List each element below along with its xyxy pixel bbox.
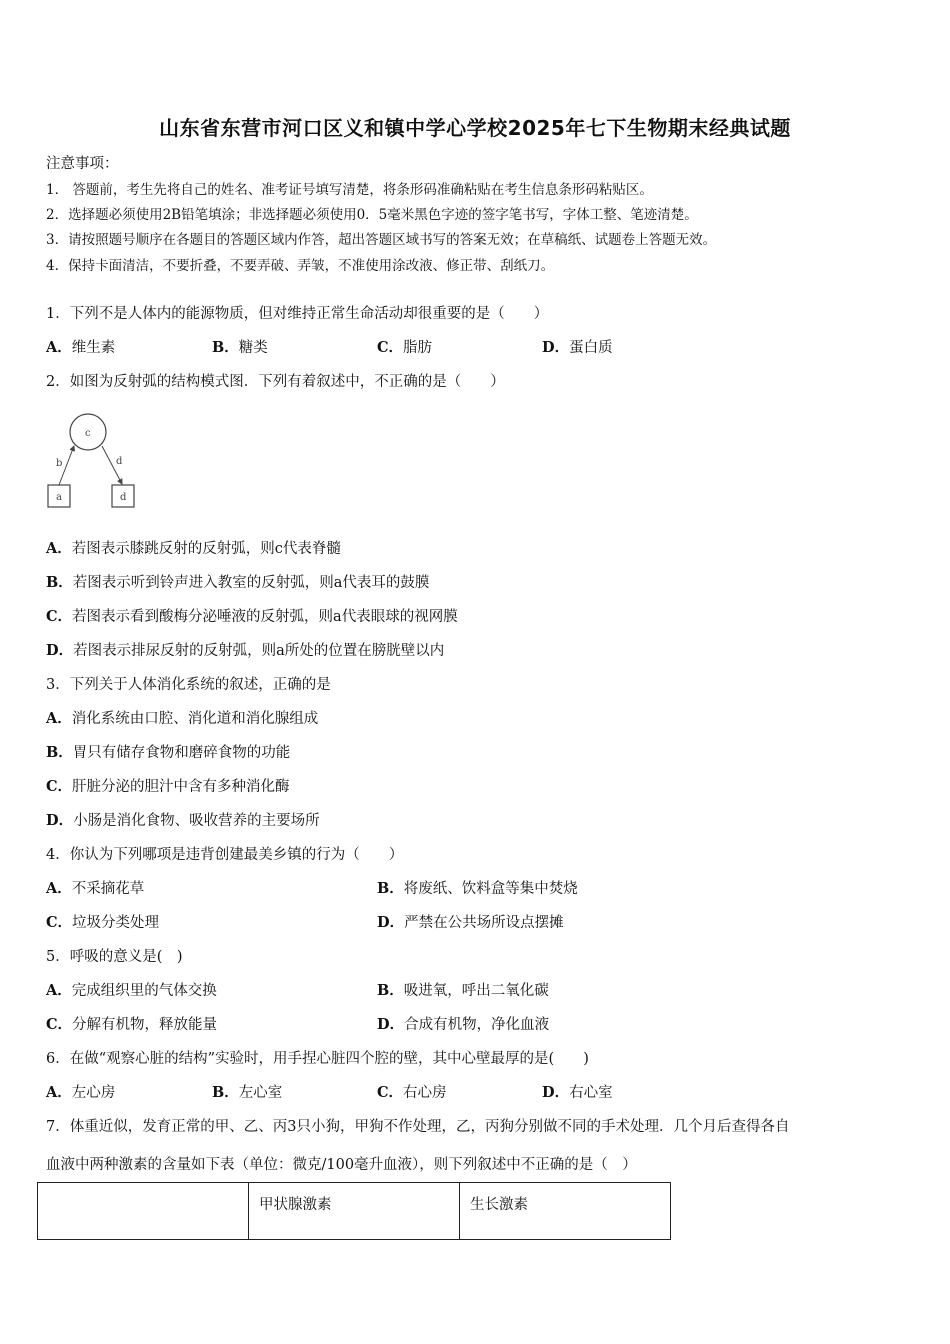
table-header-growth: 生长激素 — [460, 1183, 671, 1240]
q1-option-d: D．蛋白质 — [542, 339, 613, 356]
question-7-stem-line2: 血液中两种激素的含量如下表（单位：微克/100毫升血液），则下列叙述中不正确的是（ ） — [46, 1157, 637, 1173]
question-5-stem: 5．呼吸的意义是( ) — [46, 949, 183, 965]
q6-option-b: B．左心室 — [212, 1084, 283, 1101]
q2-option-d: D．若图表示排尿反射的反射弧，则a所处的位置在膀胱壁以内 — [46, 642, 445, 659]
question-4-stem: 4．你认为下列哪项是违背创建最美乡镇的行为（ ） — [46, 847, 404, 863]
table-header-cell-empty — [38, 1183, 249, 1240]
q4-option-b: B．将废纸、饮料盒等集中焚烧 — [377, 880, 578, 897]
label-d-arrow: d — [116, 456, 123, 467]
notes-heading: 注意事项： — [46, 156, 119, 172]
q4-option-c: C．垃圾分类处理 — [46, 914, 160, 931]
q1-option-b: B．糖类 — [212, 339, 268, 356]
label-a: a — [56, 492, 62, 503]
q5-option-c: C．分解有机物，释放能量 — [46, 1016, 218, 1033]
question-2-stem: 2．如图为反射弧的结构模式图．下列有着叙述中，不正确的是（ ） — [46, 374, 505, 390]
question-3-stem: 3．下列关于人体消化系统的叙述，正确的是 — [46, 677, 331, 693]
q2-option-b: B．若图表示听到铃声进入教室的反射弧，则a代表耳的鼓膜 — [46, 574, 430, 591]
note-item-1: 1． 答题前，考生先将自己的姓名、准考证号填写清楚，将条形码准确粘贴在考生信息条形码粘贴区。 — [46, 182, 653, 198]
q6-option-d: D．右心室 — [542, 1084, 613, 1101]
note-item-4: 4．保持卡面清洁，不要折叠，不要弄破、弄皱，不准使用涂改液、修正带、刮纸刀。 — [46, 258, 555, 274]
q3-option-a: A．消化系统由口腔、消化道和消化腺组成 — [46, 710, 319, 727]
table-header-row — [38, 1183, 671, 1240]
hormone-table — [37, 1182, 671, 1240]
q6-option-c: C．右心房 — [377, 1084, 447, 1101]
question-1-stem: 1．下列不是人体内的能源物质，但对维持正常生命活动却很重要的是（ ） — [46, 306, 549, 322]
q1-option-c: C．脂肪 — [377, 339, 433, 356]
table-header-thyroid: 甲状腺激素 — [249, 1183, 460, 1240]
label-b: b — [56, 458, 63, 469]
q2-option-c: C．若图表示看到酸梅分泌唾液的反射弧，则a代表眼球的视网膜 — [46, 608, 458, 625]
q2-option-a: A．若图表示膝跳反射的反射弧，则c代表脊髓 — [46, 540, 341, 557]
page-title: 山东省东营市河口区义和镇中学心学校2025年七下生物期末经典试题 — [159, 116, 791, 140]
q3-option-c: C．肝脏分泌的胆汁中含有多种消化酶 — [46, 778, 290, 795]
q4-option-d: D．严禁在公共场所设点摆摊 — [377, 914, 564, 931]
question-7-stem-line1: 7．体重近似，发育正常的甲、乙、丙3只小狗，甲狗不作处理，乙，丙狗分别做不同的手术处理．几个月后查得各自 — [46, 1119, 790, 1135]
note-item-2: 2．选择题必须使用2B铅笔填涂；非选择题必须使用0．5毫米黑色字迹的签字笔书写，字体工整、笔迹清楚。 — [46, 207, 698, 223]
q5-option-b: B．吸进氧，呼出二氧化碳 — [377, 982, 549, 999]
label-c: c — [85, 428, 91, 439]
q5-option-d: D．合成有机物，净化血液 — [377, 1016, 550, 1033]
label-d: d — [120, 492, 127, 503]
q1-option-a: A．维生素 — [46, 339, 116, 356]
note-item-3: 3．请按照题号顺序在各题目的答题区域内作答，超出答题区域书写的答案无效；在草稿纸、试题卷上答题无效。 — [46, 232, 717, 248]
q3-option-d: D．小肠是消化食物、吸收营养的主要场所 — [46, 812, 320, 829]
q6-option-a: A．左心房 — [46, 1084, 116, 1101]
q3-option-b: B．胃只有储存食物和磨碎食物的功能 — [46, 744, 291, 761]
reflex-arc-diagram — [44, 410, 144, 516]
question-6-stem: 6．在做“观察心脏的结构”实验时，用手捏心脏四个腔的壁，其中心壁最厚的是( ) — [46, 1051, 589, 1067]
q4-option-a: A．不采摘花草 — [46, 880, 145, 897]
q5-option-a: A．完成组织里的气体交换 — [46, 982, 217, 999]
